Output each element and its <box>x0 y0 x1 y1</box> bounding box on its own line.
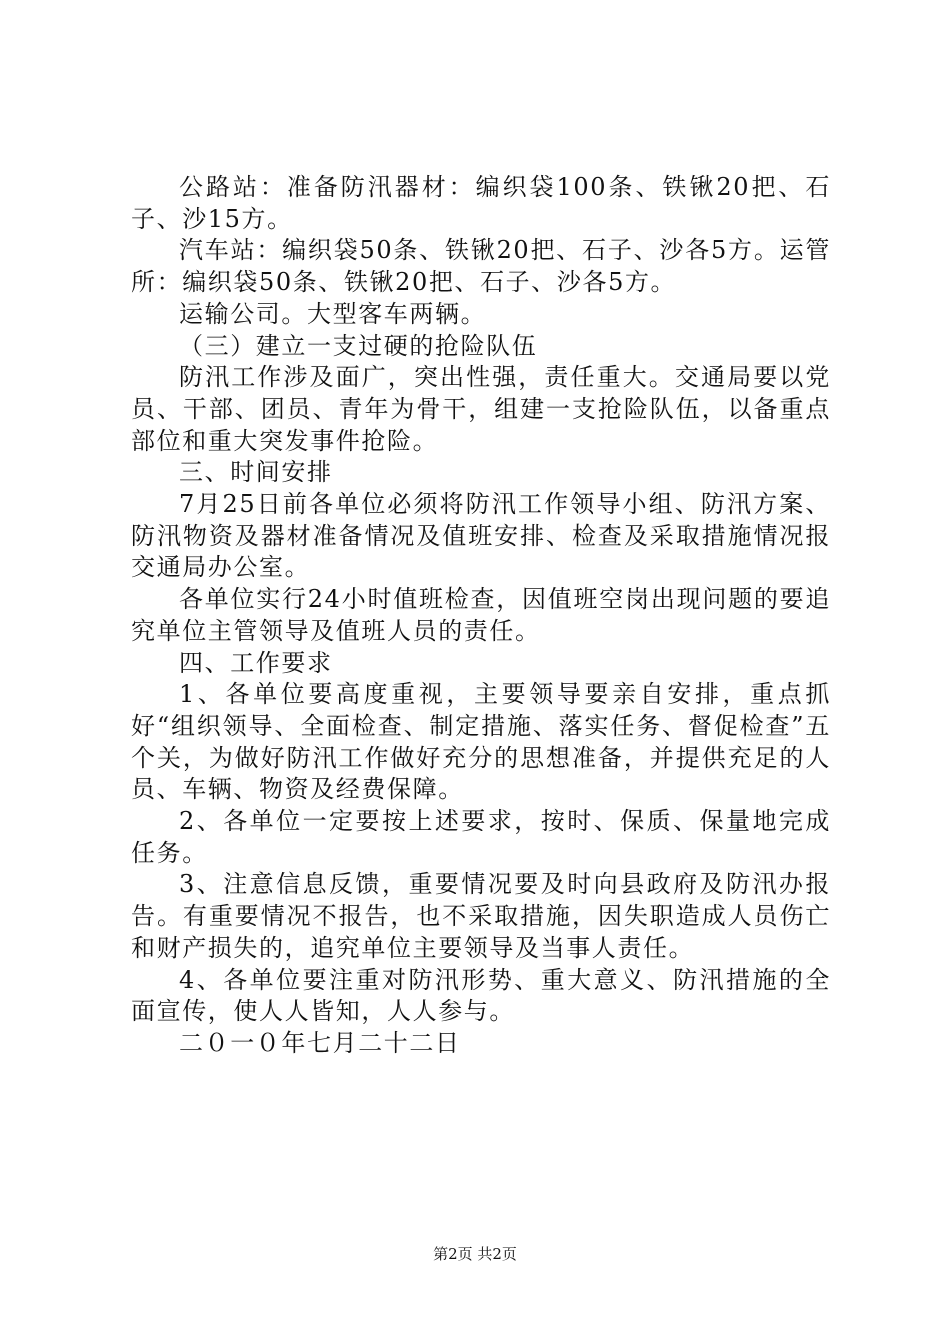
section-heading-schedule: 三、时间安排 <box>179 458 333 487</box>
page-number-label: 第2页 共2页 <box>433 1245 517 1263</box>
requirement-item-3: 3、注意信息反馈，重要情况要及时向县政府及防汛办报告。有重要情况不报告，也不采取措施，因失职造成人员伤亡和财产损失的，追究单位主要领导及当事人责任。 <box>131 870 831 962</box>
requirement-item-4: 4、各单位要注重对防汛形势、重大意义、防汛措施的全面宣传，使人人皆知，人人参与。 <box>131 965 831 1026</box>
paragraph-rescue-team: 防汛工作涉及面广，突出性强，责任重大。交通局要以党员、干部、团员、青年为骨干，组建一支抢险队伍，以备重点部位和重大突发事件抢险。 <box>131 363 831 455</box>
requirement-item-2: 2、各单位一定要按上述要求，按时、保质、保量地完成任务。 <box>131 807 831 867</box>
paragraph-schedule-deadline: 7月25日前各单位必须将防汛工作领导小组、防汛方案、防汛物资及器材准备情况及值班安排、检查及采取措施情况报交通局办公室。 <box>131 490 831 582</box>
section-heading-requirements: 四、工作要求 <box>179 648 333 677</box>
document-date: 二０一０年七月二十二日 <box>179 1028 461 1057</box>
paragraph-duty-check: 各单位实行24小时值班检查，因值班空岗出现问题的要追究单位主管领导及值班人员的责任。 <box>131 585 831 645</box>
requirement-item-1: 1、各单位要高度重视，主要领导要亲自安排，重点抓好“组织领导、全面检查、制定措施、落实任务、督促检查”五个关，为做好防汛工作做好充分的思想准备，并提供充足的人员、车辆、物资及经费保障。 <box>131 680 831 804</box>
document-body <box>131 172 831 1060</box>
paragraph-bus-station: 汽车站：编织袋50条、铁锹20把、石子、沙各5方。运管所：编织袋50条、铁锹20把、石子、沙各5方。 <box>131 236 831 297</box>
paragraph-highway-station: 公路站：准备防汛器材：编织袋100条、铁锹20把、石子、沙15方。 <box>131 173 831 233</box>
section-heading-rescue-team: （三）建立一支过硬的抢险队伍 <box>179 331 538 360</box>
page-footer <box>0 1244 950 1264</box>
paragraph-transport-company: 运输公司。大型客车两辆。 <box>179 299 487 328</box>
